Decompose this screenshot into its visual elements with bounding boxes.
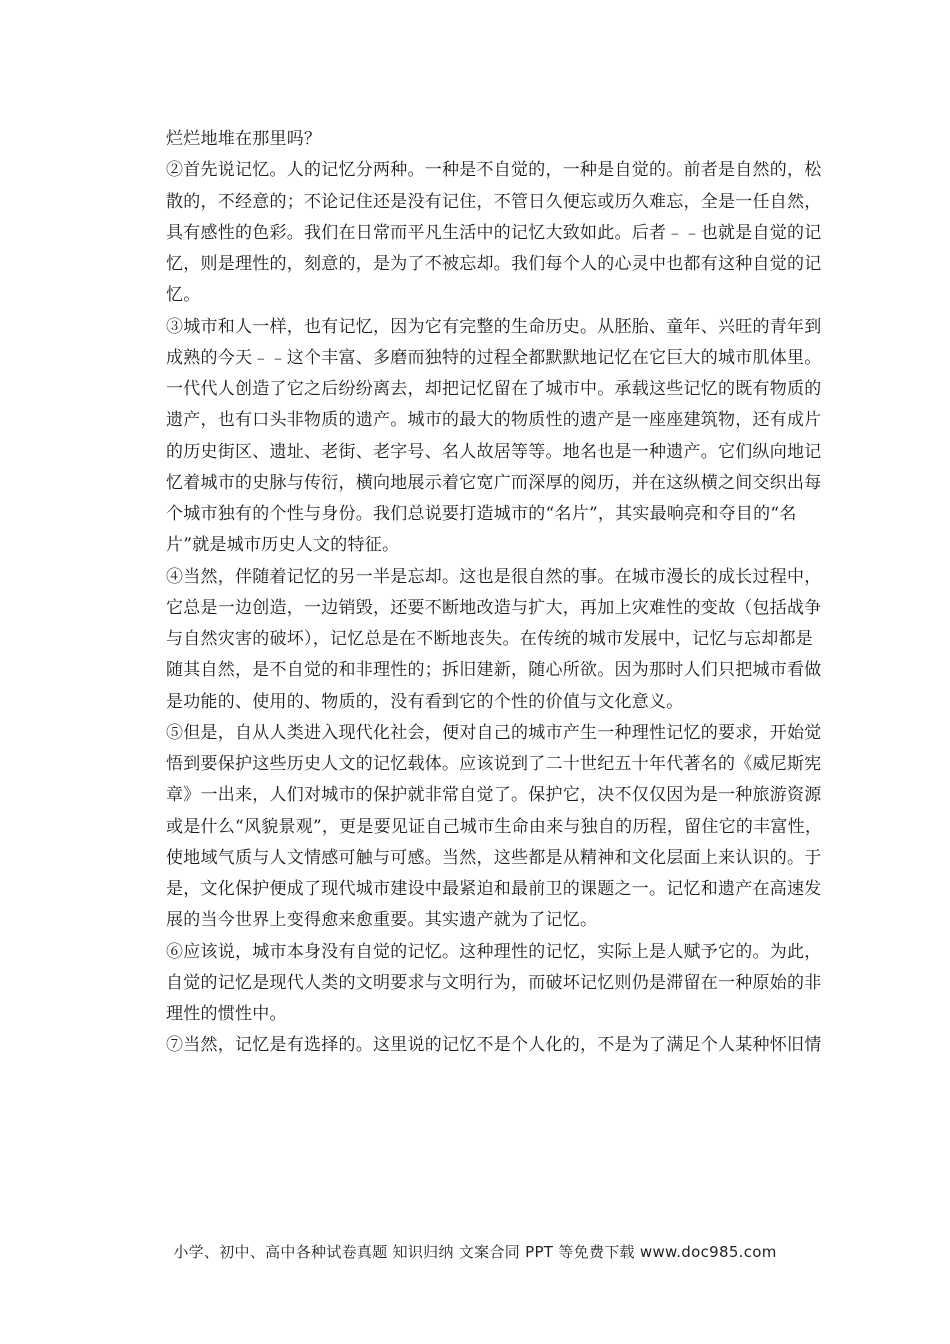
text-line: 悟到要保护这些历史人文的记忆载体。应该说到了二十世纪五十年代著名的《威尼斯宪 [166, 754, 822, 774]
text-line: 烂烂地堆在那里吗？ [166, 129, 322, 149]
text-line: 它总是一边创造，一边销毁，还要不断地改造与扩大，再加上灾难性的变故（包括战争 [166, 597, 822, 618]
text-line: 遗产，也有口头非物质的遗产。城市的最大的物质性的遗产是一座座建筑物，还有成片 [166, 410, 822, 431]
page-footer: 小学、初中、高中各种试卷真题 知识归纳 文案合同 PPT 等免费下载 www.doc985.com [173, 1243, 777, 1261]
text-line: 展的当今世界上变得愈来愈重要。其实遗产就为了记忆。 [166, 910, 598, 931]
text-line: 理性的惯性中。 [166, 1004, 287, 1024]
text-line: ③城市和人一样，也有记忆，因为它有完整的生命历史。从胚胎、童年、兴旺的青年到 [166, 316, 822, 337]
text-line: ⑤但是，自从人类进入现代化社会，便对自己的城市产生一种理性记忆的要求，开始觉 [166, 722, 822, 743]
text-line: 或是什么“风貌景观”，更是要见证自己城市生命由来与独自的历程，留住它的丰富性， [166, 816, 823, 837]
text-line: 具有感性的色彩。我们在日常而平凡生活中的记忆大致如此。后者﹣﹣也就是自觉的记 [166, 222, 822, 243]
text-line: 散的，不经意的；不论记住还是没有记住，不管日久便忘或历久难忘，全是一任自然， [166, 191, 822, 212]
text-line: 忆着城市的史脉与传衍，横向地展示着它宽广而深厚的阅历，并在这纵横之间交织出每 [166, 472, 822, 493]
text-line: ④当然，伴随着记忆的另一半是忘却。这也是很自然的事。在城市漫长的成长过程中， [166, 566, 822, 587]
text-line: 是功能的、使用的、物质的，没有看到它的个性的价值与文化意义。 [166, 691, 684, 712]
article-body [166, 124, 823, 1062]
text-line: 的历史街区、遗址、老街、老字号、名人故居等等。地名也是一种遗产。它们纵向地记 [166, 441, 822, 462]
text-line: 章》一出来，人们对城市的保护就非常自觉了。保护它，决不仅仅因为是一种旅游资源 [166, 785, 822, 806]
text-line: ⑥应该说，城市本身没有自觉的记忆。这种理性的记忆，实际上是人赋予它的。为此， [166, 941, 822, 962]
text-line: 个城市独有的个性与身份。我们总说要打造城市的“名片”，其实最响亮和夺目的“名 [166, 504, 797, 524]
text-line: 与自然灾害的破坏），记忆总是在不断地丧失。在传统的城市发展中，记忆与忘却都是 [166, 629, 813, 649]
text-line: ⑦当然，记忆是有选择的。这里说的记忆不是个人化的，不是为了满足个人某种怀旧情 [166, 1035, 822, 1056]
text-line: 忆。 [166, 285, 201, 306]
text-line: ②首先说记忆。人的记忆分两种。一种是不自觉的，一种是自觉的。前者是自然的，松 [166, 160, 822, 181]
text-line: 使地域气质与人文情感可触与可感。当然，这些都是从精神和文化层面上来认识的。于 [166, 847, 822, 868]
text-line: 片”就是城市历史人文的特征。 [166, 535, 400, 556]
text-line: 随其自然，是不自觉的和非理性的；拆旧建新，随心所欲。因为那时人们只把城市看做 [166, 660, 822, 681]
text-line: 一代代人创造了它之后纷纷离去，却把记忆留在了城市中。承载这些记忆的既有物质的 [166, 379, 822, 399]
text-line: 忆，则是理性的，刻意的，是为了不被忘却。我们每个人的心灵中也都有这种自觉的记 [166, 254, 822, 274]
text-line: 自觉的记忆是现代人类的文明要求与文明行为，而破坏记忆则仍是滞留在一种原始的非 [166, 972, 822, 993]
text-line: 是，文化保护便成了现代城市建设中最紧迫和最前卫的课题之一。记忆和遗产在高速发 [166, 879, 822, 899]
text-line: 成熟的今天﹣﹣这个丰富、多磨而独特的过程全都默默地记忆在它巨大的城市肌体里。 [166, 347, 822, 368]
